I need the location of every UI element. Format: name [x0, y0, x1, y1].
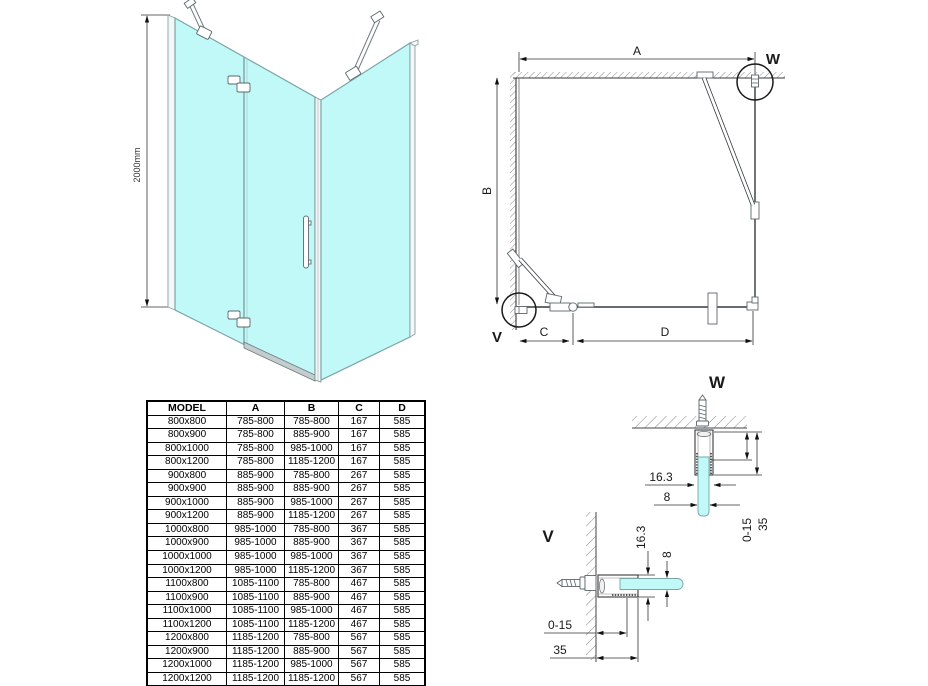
figure-isometric-view: [96, 0, 428, 396]
table-cell: 1200x900: [147, 645, 227, 659]
table-cell: 567: [339, 659, 380, 673]
table-cell: 585: [380, 591, 426, 605]
table-cell: 267: [339, 469, 380, 483]
table-cell: 167: [339, 442, 380, 456]
table-cell: 585: [380, 429, 426, 443]
table-cell: 785-800: [227, 442, 285, 456]
column-header: B: [285, 401, 339, 415]
table-row: [147, 591, 425, 605]
fixed-panel-profile: [550, 303, 570, 311]
table-row: [147, 672, 425, 686]
detail-v-dim-adjust: [544, 598, 627, 637]
dimensions-table-head-row: [147, 401, 425, 415]
detail-v-dim-total-label: 35: [553, 643, 567, 657]
table-row: [147, 632, 425, 646]
table-cell: 1085-1100: [227, 618, 285, 632]
detail-w-wall-hatch: [632, 416, 747, 428]
table-cell: 785-800: [285, 632, 339, 646]
table-cell: 785-800: [285, 578, 339, 592]
table-cell: 1000x800: [147, 523, 227, 537]
table-cell: 1185-1200: [285, 456, 339, 470]
detail-w-bracket: [752, 75, 759, 87]
table-cell: 985-1000: [285, 659, 339, 673]
detail-w-dim-adjust-label: 0-15: [740, 517, 754, 542]
figure-detail-views: [440, 365, 928, 686]
table-cell: 267: [339, 510, 380, 524]
table-cell: 900x800: [147, 469, 227, 483]
table-cell: 567: [339, 632, 380, 646]
table-cell: 1185-1200: [227, 645, 285, 659]
table-row: [147, 523, 425, 537]
table-cell: 1100x800: [147, 578, 227, 592]
table-cell: 785-800: [285, 469, 339, 483]
dimensions-table-body: [147, 415, 425, 686]
table-cell: 1185-1200: [227, 632, 285, 646]
detail-w-dim-total: [756, 433, 770, 531]
table-cell: 467: [339, 591, 380, 605]
table-cell: 1200x800: [147, 632, 227, 646]
table-cell: 985-1000: [227, 551, 285, 565]
table-cell: 1185-1200: [285, 564, 339, 578]
dimension-b-label: B: [480, 186, 494, 196]
table-cell: 167: [339, 456, 380, 470]
height-dimension-label: 2000mm: [132, 147, 142, 183]
table-cell: 1185-1200: [227, 672, 285, 686]
table-cell: 1100x1000: [147, 605, 227, 619]
table-cell: 567: [339, 645, 380, 659]
detail-w-glass: [698, 457, 709, 516]
wall-profile-edge: [168, 15, 175, 310]
table-row: [147, 551, 425, 565]
left-wall-hatch: [510, 72, 516, 330]
detail-w-reference-label: W: [765, 51, 781, 68]
table-row: [147, 429, 425, 443]
side-glass-panel: [321, 43, 410, 380]
detail-w-dim-profile-width-label: 16.3: [649, 470, 673, 484]
table-cell: 885-900: [285, 591, 339, 605]
table-row: [147, 537, 425, 551]
table-cell: 985-1000: [285, 496, 339, 510]
table-cell: 585: [380, 510, 426, 524]
table-cell: 1185-1200: [285, 618, 339, 632]
table-cell: 267: [339, 483, 380, 497]
table-cell: 585: [380, 551, 426, 565]
table-row: [147, 415, 425, 429]
table-cell: 885-900: [285, 483, 339, 497]
table-cell: 985-1000: [227, 523, 285, 537]
table-cell: 985-1000: [227, 564, 285, 578]
table-row: [147, 659, 425, 673]
table-cell: 267: [339, 496, 380, 510]
table-cell: 885-900: [285, 645, 339, 659]
table-row: [147, 510, 425, 524]
table-cell: 900x1000: [147, 496, 227, 510]
table-cell: 585: [380, 618, 426, 632]
table-cell: 900x1200: [147, 510, 227, 524]
table-row: [147, 483, 425, 497]
table-row: [147, 442, 425, 456]
detail-w-screw-icon: [697, 395, 709, 426]
detail-v-dim-adjust-label: 0-15: [547, 618, 573, 632]
side-panel-end-profile: [410, 43, 415, 337]
table-cell: 800x1000: [147, 442, 227, 456]
detail-w-view: [632, 373, 770, 542]
table-cell: 367: [339, 551, 380, 565]
table-cell: 585: [380, 659, 426, 673]
table-cell: 1200x1200: [147, 672, 227, 686]
table-cell: 467: [339, 578, 380, 592]
detail-v-reference-label: V: [491, 329, 503, 346]
table-row: [147, 469, 425, 483]
detail-w-dim-glass-thickness-label: 8: [663, 490, 671, 504]
table-cell: 885-900: [227, 496, 285, 510]
table-cell: 785-800: [227, 456, 285, 470]
table-cell: 585: [380, 672, 426, 686]
table-cell: 800x1200: [147, 456, 227, 470]
table-row: [147, 605, 425, 619]
table-cell: 585: [380, 578, 426, 592]
detail-v-view: [542, 512, 683, 662]
dimension-a-label: A: [632, 44, 642, 58]
table-cell: 1000x1200: [147, 564, 227, 578]
dimensions-table: [146, 400, 426, 686]
table-row: [147, 564, 425, 578]
detail-v-glass: [620, 579, 683, 590]
table-cell: 585: [380, 523, 426, 537]
hinge-plate-plan: [578, 303, 594, 307]
table-cell: 167: [339, 429, 380, 443]
table-cell: 1200x1000: [147, 659, 227, 673]
height-dimension: [132, 15, 170, 307]
table-cell: 167: [339, 415, 380, 429]
table-cell: 585: [380, 469, 426, 483]
column-header: MODEL: [147, 401, 227, 415]
corner-joint-plan: [747, 297, 758, 310]
table-cell: 585: [380, 415, 426, 429]
figure-plan-view: [470, 28, 820, 360]
table-cell: 1100x900: [147, 591, 227, 605]
table-cell: 985-1000: [285, 605, 339, 619]
table-cell: 885-900: [285, 537, 339, 551]
dimension-d: [577, 311, 753, 345]
detail-v-bracket: [515, 307, 527, 314]
table-cell: 585: [380, 564, 426, 578]
table-cell: 1000x900: [147, 537, 227, 551]
hinge-pivot: [569, 303, 577, 311]
table-cell: 367: [339, 523, 380, 537]
dimension-b: [480, 78, 497, 304]
table-cell: 885-900: [285, 429, 339, 443]
table-cell: 785-800: [227, 429, 285, 443]
table-cell: 1000x1000: [147, 551, 227, 565]
table-cell: 885-900: [227, 483, 285, 497]
table-cell: 585: [380, 442, 426, 456]
table-cell: 900x900: [147, 483, 227, 497]
table-cell: 985-1000: [285, 551, 339, 565]
table-row: [147, 618, 425, 632]
table-cell: 985-1000: [227, 537, 285, 551]
handle-plan: [708, 293, 717, 324]
table-cell: 585: [380, 483, 426, 497]
table-cell: 585: [380, 496, 426, 510]
dimension-d-label: D: [660, 325, 670, 339]
table-cell: 985-1000: [285, 442, 339, 456]
table-row: [147, 578, 425, 592]
table-cell: 785-800: [285, 415, 339, 429]
table-cell: 585: [380, 605, 426, 619]
table-cell: 585: [380, 456, 426, 470]
top-wall-hatch: [513, 72, 785, 78]
table-cell: 367: [339, 537, 380, 551]
table-cell: 467: [339, 618, 380, 632]
table-cell: 785-800: [285, 523, 339, 537]
detail-w-dim-adjust: [711, 432, 762, 542]
column-header: D: [380, 401, 426, 415]
detail-v-screw-icon: [557, 576, 596, 591]
detail-v-dim-profile-width: [634, 525, 655, 621]
table-cell: 585: [380, 537, 426, 551]
table-cell: 1185-1200: [285, 510, 339, 524]
table-cell: 800x900: [147, 429, 227, 443]
table-cell: 885-900: [227, 469, 285, 483]
table-cell: 1185-1200: [285, 672, 339, 686]
table-cell: 585: [380, 632, 426, 646]
table-row: [147, 645, 425, 659]
table-cell: 1085-1100: [227, 605, 285, 619]
table-cell: 567: [339, 672, 380, 686]
detail-w-title: W: [708, 373, 726, 392]
column-header: A: [227, 401, 285, 415]
table-cell: 367: [339, 564, 380, 578]
table-cell: 467: [339, 605, 380, 619]
table-cell: 1185-1200: [227, 659, 285, 673]
detail-w-dim-total-label: 35: [756, 517, 770, 531]
detail-w-dim-profile-width: [645, 470, 736, 485]
table-row: [147, 496, 425, 510]
dimension-c: [520, 313, 573, 345]
table-row: [147, 456, 425, 470]
table-cell: 885-900: [227, 510, 285, 524]
table-cell: 1100x1200: [147, 618, 227, 632]
table-cell: 1085-1100: [227, 578, 285, 592]
detail-w-dim-glass-thickness: [654, 490, 740, 505]
table-cell: 1085-1100: [227, 591, 285, 605]
column-header: C: [339, 401, 380, 415]
dimension-c-label: C: [539, 325, 549, 339]
table-cell: 800x800: [147, 415, 227, 429]
table-cell: 585: [380, 645, 426, 659]
support-bar-right-plan: [697, 72, 753, 205]
detail-v-dim-glass-thickness-label: 8: [660, 551, 674, 558]
detail-v-dim-profile-width-label: 16.3: [634, 525, 648, 549]
detail-v-title: V: [542, 527, 554, 546]
table-cell: 785-800: [227, 415, 285, 429]
